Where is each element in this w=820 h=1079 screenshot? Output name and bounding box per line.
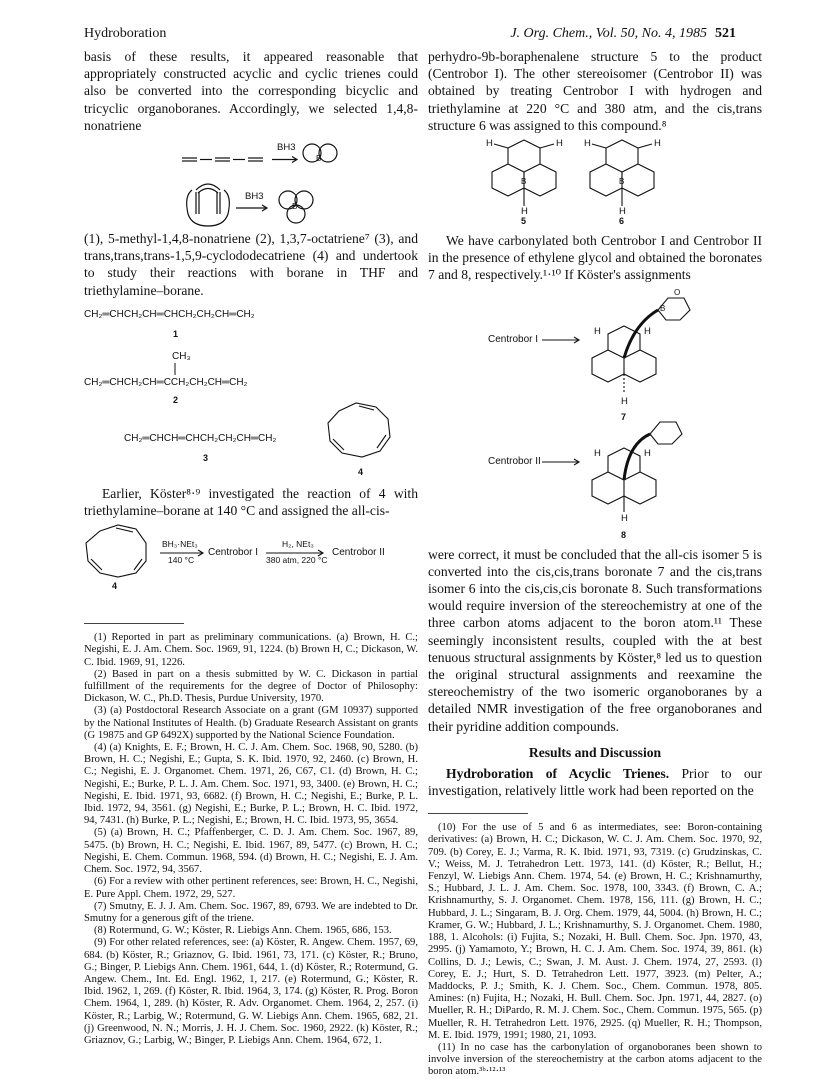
footnote: (11) In no case has the carbonylation of organoboranes been shown to involve inversion of the stereochemistry at the carbon atoms adjacent to the boron atom.³ᵇ·¹²·¹³ [428, 1041, 762, 1078]
compound-number: 3 [203, 452, 209, 463]
paragraph [428, 765, 762, 799]
hydrogen-atom: H [621, 512, 628, 524]
left-column [84, 48, 418, 1047]
koster-scheme-graphic [84, 519, 418, 599]
reagent-label: BH₃·NEt₃ [162, 539, 198, 550]
footnote-rule [84, 623, 184, 624]
compound-name: Centrobor II [488, 455, 541, 467]
hydrogen-atom: H [594, 325, 601, 337]
condition-label: 140 °C [168, 555, 195, 566]
paragraph: We have carbonylated both Centrobor I and Centrobor II in the presence of ethylene glycol and obtained the boronates 7 and 8, respectively.¹·¹⁰ If Köster's assignments [428, 233, 762, 283]
hydrogen-atom: H [654, 138, 661, 150]
hydrogen-atom: H [486, 138, 493, 150]
reagent-borane: BH3 [245, 191, 264, 203]
koster-scheme [84, 519, 418, 599]
paragraph: were correct, it must be concluded that the all-cis isomer 5 is converted into the cis,cis,trans boronate 7 and the cis,trans isomer 6 into the cis,cis,cis boronate 8. Such transformations would require inversion of the stereochemistry at one of the three carbon atoms adjacent to the boron atom.¹¹ These seemingly inconsistent results, coupled with the at best tenuous structural assignments by Köster,⁸ led us to question the original structural assignments and reexamine the stereochemistry of the two isomeric organoboranes by a detailed NMR investigation of the free organoboranes and their pyridine addition compounds. [428, 546, 762, 734]
boraphenalene-graphic [428, 134, 762, 226]
reagent-borane: BH3 [277, 142, 296, 154]
oxygen-atom: O [674, 287, 681, 297]
boronates-7-8 [428, 284, 762, 546]
footnote: (9) For other related references, see: (a) Köster, R. Angew. Chem. 1957, 69, 684. (b) Köster, R.; Griaznov, G. Ibid. 1961, 73, 171. (c) Köster, R.; Bruno, G.; Binger, P. Liebigs Ann. Chem. 1961, 644, 1. (d) Köster, R.; Rotermund, G. Angew. Chem., Int. Ed. Engl. 1962, 1, 217. (e) Rotermund, G.; Köster, R. Ibid. 1962, 1, 269. (f) Köster, R. Ibid. 1964, 3, 174. (g) Köster, R. Prog. Boron Chem. 1964, 1, 289. (h) Köster, R. Adv. Organomet. Chem. 1964, 2, 257. (i) Köster, R.; Larbig, W.; Rotermund, G. W. Liebigs Ann. Chem. 1965, 682, 21. (j) Greenwood, N. N.; Morris, J. H. J. Chem. Soc. 1960, 2922. (k) Köster, R.; Griaznov, G.; Larbig, W.; Binger, P. Liebigs Ann. Chem. 1964, 672, 1. [84, 937, 418, 1046]
boron-atom: B [521, 177, 527, 187]
formula-3: CH₂═CHCH═CHCH₂CH₂CH═CH₂ [124, 432, 277, 444]
compound-name: Centrobor I [488, 333, 539, 345]
running-head-left: Hydroboration [84, 26, 167, 41]
footnote: (7) Smutny, E. J. J. Am. Chem. Soc. 1967, 89, 6793. We are indebted to Dr. Smutny for a generous gift of the triene. [84, 900, 418, 924]
scheme-graphic [84, 134, 418, 230]
footnote: (6) For a review with other pertinent references, see: Brown, H. C., Negishi, E. Pure Appl. Chem. 1972, 29, 527. [84, 876, 418, 900]
boron-atom: B [619, 177, 625, 187]
hydrogen-atom: H [644, 325, 651, 337]
reagent-label: H₂, NEt₃ [282, 539, 314, 550]
structures-5-6 [428, 134, 762, 226]
formula-2: CH₂═CHCH₂CH═CCH₂CH₂CH═CH₂ [84, 376, 248, 388]
page-number: 521 [715, 26, 736, 41]
compound-number: 1 [173, 328, 179, 339]
hydrogen-atom: H [621, 395, 628, 407]
product-name: Centrobor II [332, 547, 385, 559]
footnote-rule [428, 813, 528, 814]
boronate-graphic [428, 284, 762, 546]
footnote: (3) (a) Postdoctoral Research Associate on a grant (GM 10937) supported by the National Institutes of Health. (b) Graduate Research Assistant on grants (G 19875 and GP 6492X) supported by the National Science Foundation. [84, 705, 418, 741]
footnote: (8) Rotermund, G. W.; Köster, R. Liebigs Ann. Chem. 1965, 686, 153. [94, 925, 392, 937]
paragraph: (1), 5-methyl-1,4,8-nonatriene (2), 1,3,7-octatriene⁷ (3), and trans,trans,trans-1,5,9-cyclododecatriene (4) and undertook to study their reactions with borane in THF and triethylamine–borane. [84, 231, 418, 298]
journal-citation: J. Org. Chem., Vol. 50, No. 4, 1985 [510, 26, 707, 41]
triene-structures [84, 299, 418, 485]
footnote: (1) Reported in part as preliminary communications. (a) Brown, H. C.; Negishi, E. J. Am. Chem. Soc. 1969, 91, 1224. (b) Brown H, C.; Dickason, W. C. Ibid. 1969, 91, 1226. [84, 632, 418, 668]
footnotes-left [84, 632, 418, 1047]
footnote: (4) (a) Knights, E. F.; Brown, H. C. J. Am. Chem. Soc. 1968, 90, 5280. (b) Brown, H. C.; Negishi, E.; Gupta, S. K. Ibid. 1970, 92, 2460. (c) Brown, H. C.; Negishi, E. J. Organomet. Chem. 1971, 26, C67, C1. (d) Brown, H. C.; Negishi, E.; Burke, P. L. J. Am. Chem. Soc. 1971, 93, 3400. (e) Brown, H. C.; Negishi, E. Ibid. 1971, 93, 6682. (f) Brown, H. C.; Negishi, E.; Burke, P. L. Ibid. 1972, 94, 3561. (g) Negishi, E.; Burke, P. L.; Brown, H. C. Ibid. 1972, 94, 7431. (h) Burke, P. L.; Negishi, E.; Brown, H. C. Ibid. 1973, 95, 3654. [84, 742, 418, 827]
paragraph: perhydro-9b-boraphenalene structure 5 to the product (Centrobor I). The other stereoisomer (Centrobor II) was obtained by treating Centrobor I with hydrogen and triethylamine at 220 °C and 380 atm, and the cis,trans structure 6 was assigned to this compound.⁸ [428, 49, 762, 133]
product-name: Centrobor I [208, 547, 259, 559]
hydrogen-atom: H [619, 206, 626, 218]
subsection-heading: Hydroboration of Acyclic Trienes. [446, 765, 670, 781]
compound-number: 2 [173, 394, 179, 405]
section-heading: Results and Discussion [528, 744, 662, 760]
footnotes-right [428, 822, 762, 1078]
footnote: (10) For the use of 5 and 6 as intermediates, see: Boron-containing derivatives: (a) Brown, H. C.; Dickason, W. C. J. Am. Chem. Soc. 1970, 92, 709. (b) Corey, E. J.; Varma, R. K. Ibid. 1971, 93, 7319. (c) Grudzinskas, C. V.; Weiss, M. J. Tetrahedron Lett. 1973, 141. (d) Köster, R.; Bellut, H.; Fenzyl, W. Liebigs Ann. Chem. 1974, 54. (e) Brown, H. C.; Krishnamurthy, S.; Hubbard, J. L. J. Am. Chem. Soc. 1978, 100, 3343. (f) Brown, C. A.; Krishnamurthy, S. J. Organomet. Chem. 1978, 156, 111. (g) Brown, H. C.; Hubbard, J. L.; Singaram, B. J. Org. Chem. 1979, 44, 5004. (h) Brown, H. C.; Kramer, G. W.; Hubbard, J. L.; Krishnamurthy, S. J. Organomet. Chem. 1980, 188, 1. Alcohols: (i) Fujita, S.; Nozaki, H. Bull. Chem. Soc. Jpn. 1970, 43, 2995. (j) Yamamoto, Y.; Brown, H. C. J. Am. Chem. Soc. 1974, 39, 861. (k) Collins, D. J.; Lewis, C.; Swan, J. M. Aust. J. Chem. 1974, 27, 2593. (l) Corey, E. J.; Hurt, S. D. Tetrahedron Lett. 1977, 3923. (m) Pelter, A.; Maddocks, P. J.; Smith, K. J. Chem. Soc., Chem. Commun. 1978, 805. Amines: (n) Fujita, H.; Nozaki, H. Bull. Chem. Soc. Jpn. 1971, 44, 2827. (o) Mueller, R. H.; DiPardo, R. M. J. Chem. Soc., Chem. Commun. 1975, 565. (p) Mueller, R. H. Tetrahedron Lett. 1976, 2925. (q) Mueller, R. H.; Thompson, M. E. Ibid. 1979, 1991; 1980, 21, 1093. [428, 822, 762, 1041]
boron-atom: B [316, 154, 322, 164]
footnote: (5) (a) Brown, H. C.; Pfaffenberger, C. D. J. Am. Chem. Soc. 1967, 89, 5475. (b) Brown, H. C.; Negishi, E. Ibid. 1967, 89, 5477. (c) Brown, H. C.; Negishi, E. Chem. Commun. 1968, 594. (d) Brown, H. C.; Negishi, E. J. Am. Chem. Soc. 1972, 94, 3567. [84, 827, 418, 876]
paragraph-text: Prior to our investigation, relatively little work had been reported on the [428, 765, 762, 799]
hydrogen-atom: H [644, 447, 651, 459]
paragraph: Earlier, Köster⁸·⁹ investigated the reaction of 4 with triethylamine–borane at 140 °C and assigned the all-cis- [84, 485, 418, 519]
running-head-right [510, 26, 736, 42]
paragraph: basis of these results, it appeared reasonable that appropriately constructed acyclic and cyclic trienes could also be converted into the corresponding bicyclic and tricyclic organoboranes. Accordingly, we selected 1,4,8-nonatriene [84, 49, 418, 133]
hydrogen-atom: H [556, 138, 563, 150]
footnote: (2) Based in part on a thesis submitted by W. C. Dickason in partial fulfillment of the requirements for the degree of Doctor of Philosophy: Dickason, W. C., Ph.D. Thesis, Purdue University, 1970. [84, 668, 418, 705]
boron-atom: B [660, 303, 666, 313]
hydrogen-atom: H [584, 138, 591, 150]
compound-number: 4 [112, 581, 118, 592]
structure-lines [84, 299, 418, 485]
compound-number: 8 [621, 529, 627, 540]
hydrogen-atom: H [594, 447, 601, 459]
condition-label: 380 atm, 220 °C [266, 555, 328, 566]
compound-number: 5 [521, 216, 527, 227]
methyl-substituent: CH₃ [172, 350, 191, 362]
compound-number: 4 [358, 466, 364, 477]
hydroboration-scheme [84, 134, 418, 230]
boron-atom: B [292, 202, 298, 212]
hydrogen-atom: H [521, 206, 528, 218]
compound-number: 6 [619, 216, 625, 227]
formula-1: CH₂═CHCH₂CH═CHCH₂CH₂CH═CH₂ [84, 308, 255, 320]
compound-number: 7 [621, 411, 627, 422]
right-column [428, 48, 762, 1079]
